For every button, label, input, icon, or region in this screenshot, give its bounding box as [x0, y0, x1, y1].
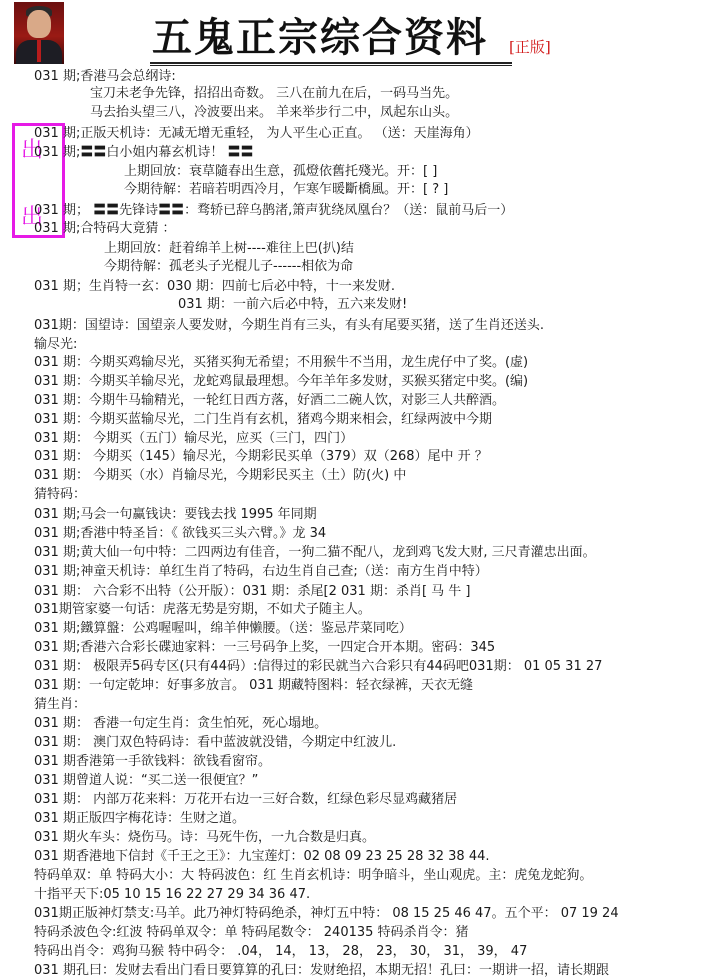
text-line: 031 期； 〓〓先锋诗〓〓：骛轿已辞乌鹊渚,箫声犹绕凤凰台？（送：鼠前马后一）: [34, 203, 514, 218]
text-line: 输尽光:: [34, 337, 78, 352]
text-line: 031 期： 极限弄5码专区(只有44码）:信得过的彩民就当六合彩只有44码吧031期： 01 05 31 27: [34, 659, 603, 674]
text-line: 031 期：一句定乾坤：好事多放言。 031 期藏特图料：轻衣绿裤，天衣无缝: [34, 678, 474, 693]
portrait-photo: [14, 2, 64, 64]
text-line: 猜生肖：: [34, 697, 87, 712]
text-line: 031 期： 六合彩不出特（公开版）：031 期：杀尾[2 031 期：杀肖[ 马 牛 ]: [34, 584, 471, 599]
text-line: 十指平天下:05 10 15 16 22 27 29 34 36 47.: [34, 887, 311, 902]
text-line: 特码出肖令：鸡狗马猴 特中码令： .04， 14， 13， 28， 23， 30， 31， 39， 47: [34, 944, 528, 959]
text-line: 宝刀未老争先锋，招招出奇数。 三八在前九在后，一码马当先。: [90, 86, 459, 101]
text-line: 上期回放：赶着绵羊上树----难往上巴(扒)结: [104, 241, 354, 256]
text-line: 031 期;香港六合彩长碟迪家料：一三号码争上奖，一四定合开本期。密码：345: [34, 640, 496, 655]
text-line: 031 期;〓〓白小姐内幕玄机诗！ 〓〓: [34, 145, 254, 160]
text-line: 上期回放：衰草隨春出生意，孤燈依舊托殘光。开：[ ]: [124, 164, 438, 179]
text-line: 031 期曾道人说：“买二送一很便宜？”: [34, 773, 259, 788]
text-line: 031 期：今期买羊输尽光，龙蛇鸡鼠最理想。今年羊年多发财，买猴买猪定中奖。(编): [34, 374, 529, 389]
text-line: 031 期;香港中特圣旨：《 欲钱买三头六臂。》龙 34: [34, 526, 327, 541]
text-line: 031 期正版四字梅花诗：生财之道。: [34, 811, 245, 826]
text-line: 猜特码：: [34, 487, 87, 502]
text-line: 031 期： 今期买（水）肖输尽光，今期彩民买主（土）防(火) 中: [34, 468, 407, 483]
text-line: 031 期：今期买蓝输尽光，二门生肖有玄机，猪鸡今期来相会，红绿两波中今期: [34, 412, 492, 427]
edition-badge: [正版]: [509, 38, 551, 56]
text-line: 031 期： 今期买（145）输尽光，今期彩民买单（379）双（268）尾中 开 ？: [34, 449, 488, 464]
text-line: 今期待解：孤老头子光棍儿子------相依为命: [104, 259, 354, 274]
text-line: 031 期： 内部万花来料：万花开右边一三好合数，红绿色彩尽显鸡藏猪居: [34, 792, 458, 807]
text-line: 031 期；生肖特一玄：030 期：四前七后必中特，十一来发财.: [34, 279, 396, 294]
text-line: 031期管家婆一句话：虎落无势是穷期，不如犬子随主人。: [34, 602, 371, 617]
text-line: 031 期;合特码大竟猜 ：: [34, 221, 176, 236]
text-line: 特码单双：单 特码大小：大 特码波色：红 生肖玄机诗：明争暗斗，坐山观虎。主：虎兔龙蛇狗。: [34, 868, 593, 883]
text-line: 031 期孔曰：发财去看出门看日要算算的孔曰：发财绝招，本期无招！孔曰：一期讲一招，请长期跟: [34, 963, 609, 978]
text-line: 031期正版神灯禁支:马羊。此乃神灯特码绝杀，神灯五中特： 08 15 25 46 47。五个平： 07 19 24: [34, 906, 619, 921]
title-underline: [150, 62, 512, 64]
text-line: 今期待解：若暗若明西冷月，乍寒乍暖斷橋風。开：[ ? ]: [124, 182, 449, 197]
text-line: 031 期： 澳门双色特码诗：看中蓝波就没错，今期定中红波儿.: [34, 735, 397, 750]
highlight-mark-bottom: 出: [21, 205, 44, 230]
text-line: 031 期香港第一手欲钱料：欲钱看窗帘。: [34, 754, 271, 769]
text-line: 031 期： 香港一句定生肖：贪生怕死，死心塌地。: [34, 716, 328, 731]
text-line: 特码杀波色令:红波 特码单双令：单 特码尾数令： 240135 特码杀肖令：猪: [34, 925, 469, 940]
text-line: 031 期香港地下信封《千王之王》：九宝莲灯：02 08 09 23 25 28 32 38 44.: [34, 849, 490, 864]
title-underline-thin: [150, 65, 512, 66]
text-line: 031 期：一前六后必中特，五六来发财!: [178, 297, 408, 312]
text-line: 031 期：今期买鸡输尽光，买猪买狗无希望；不用猴牛不当用，龙生虎仔中了奖。(虚): [34, 355, 529, 370]
page-title: 五鬼正宗综合资料: [152, 14, 488, 61]
text-line: 031 期：今期牛马输精光，一轮红日西方落，好酒二二碗人饮，对影三人共醉酒。: [34, 393, 505, 408]
text-line: 马去抬头望三八，冷波要出来。 羊来举步行二中，凤起东山头。: [90, 105, 459, 120]
text-line: 031 期;正版天机诗：无减无增无重轻， 为人平生心正直。 （送：天崖海角）: [34, 126, 479, 141]
text-line: 031 期;鐵算盤：公鸡喔喔叫，绵羊伸懒腰。（送：鉴忌芹菜同吃）: [34, 621, 412, 636]
text-line: 031 期;黄大仙一句中特：二四两边有佳音，一狗二猫不配八，龙到鸡飞发大财, 三尺青灌忠出面。: [34, 545, 596, 560]
text-line: 031 期;马会一句赢钱诀：要钱去找 1995 年同期: [34, 507, 317, 522]
highlight-mark-top: 出: [21, 138, 44, 163]
text-line: 031 期;香港马会总纲诗:: [34, 69, 176, 84]
text-line: 031期：国望诗：国望亲人要发财，今期生肖有三头，有头有尾要买猪，送了生肖还送头.: [34, 318, 544, 333]
text-line: 031 期： 今期买（五门）输尽光，应买（三门，四门）: [34, 431, 354, 446]
text-line: 031 期火车头：烧伤马。诗：马死牛伤，一九合数是归真。: [34, 830, 375, 845]
text-line: 031 期;神童天机诗：单红生肖了特码，右边生肖自己查;（送：南方生肖中特）: [34, 564, 488, 579]
